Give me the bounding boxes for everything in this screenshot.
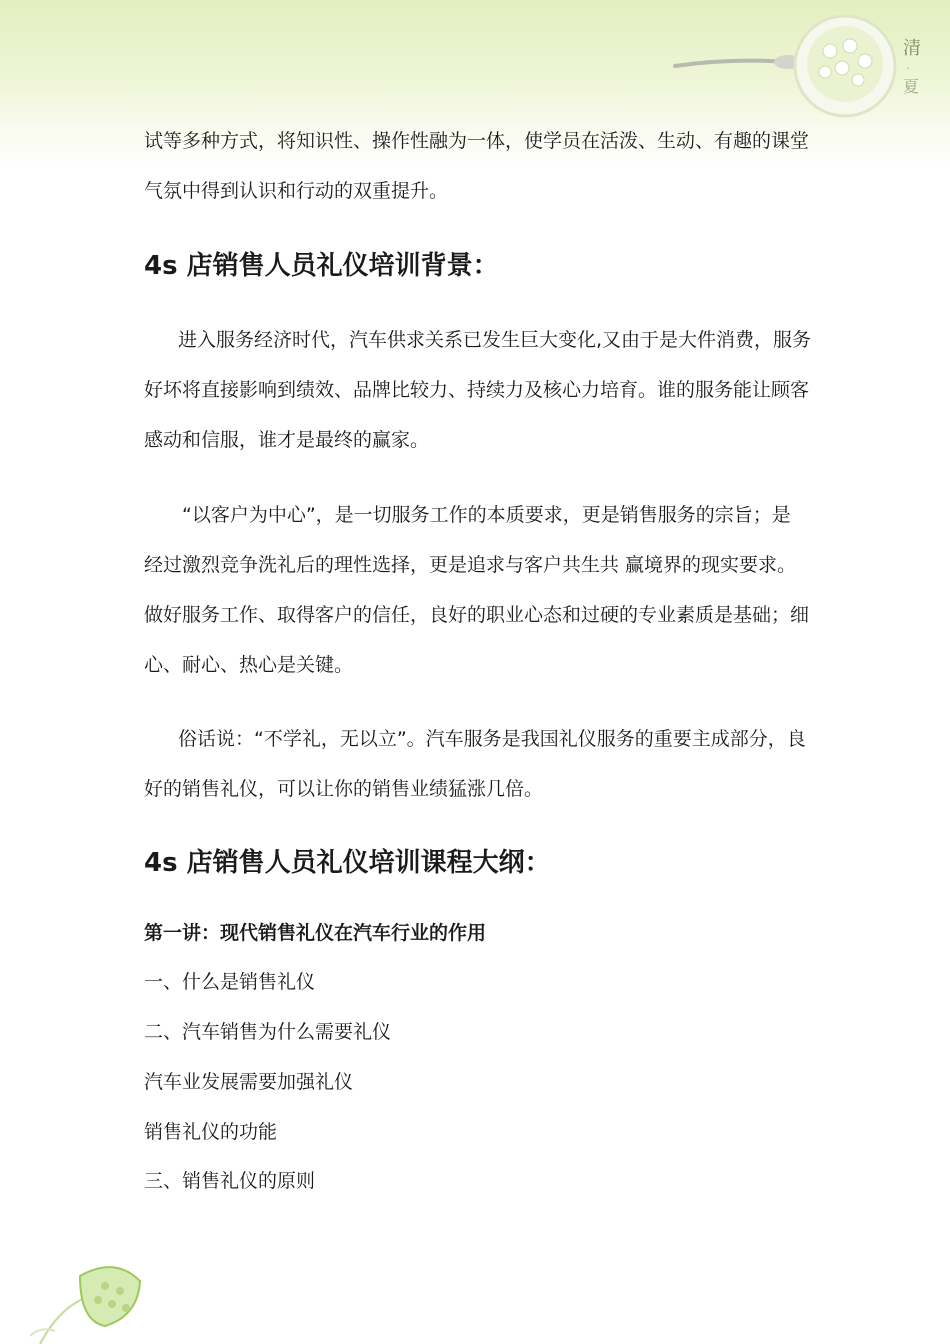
- heading-outline: 4s 店销售人员礼仪培训课程大纲：: [144, 848, 551, 878]
- outline-item: 三、销售礼仪的原则: [144, 1170, 316, 1192]
- intro-line-2: 气氛中得到认识和行动的双重提升。: [144, 180, 449, 202]
- heading-background: 4s 店销售人员礼仪培训背景：: [144, 251, 499, 281]
- background-para1-line2: 好坏将直接影响到绩效、品牌比较力、持续力及核心力培育。谁的服务能让顾客: [144, 379, 810, 401]
- background-para1-line3: 感动和信服，谁才是最终的赢家。: [144, 429, 430, 451]
- background-para2-line4: 心、耐心、热心是关键。: [144, 654, 354, 676]
- background-para3-line1: 俗话说：“不学礼，无以立”。汽车服务是我国礼仪服务的重要主成部分，良: [178, 728, 806, 750]
- background-para2-line1: “以客户为中心”，是一切服务工作的本质要求，更是销售服务的宗旨；是: [182, 504, 791, 526]
- svg-text:夏: 夏: [903, 77, 920, 96]
- background-para2-line2: 经过激烈竞争洗礼后的理性选择，更是追求与客户共生共 赢境界的现实要求。: [144, 554, 797, 576]
- intro-line-1: 试等多种方式，将知识性、操作性融为一体，使学员在活泼、生动、有趣的课堂: [144, 130, 810, 152]
- lecture1-title: 第一讲：现代销售礼仪在汽车行业的作用: [144, 922, 487, 944]
- background-para3-line2: 好的销售礼仪，可以让你的销售业绩猛涨几倍。: [144, 778, 544, 800]
- outline-item: 汽车业发展需要加强礼仪: [144, 1071, 354, 1093]
- svg-text:·: ·: [906, 62, 910, 75]
- lotus-seedpod-illustration: [20, 1236, 160, 1344]
- outline-item: 一、什么是销售礼仪: [144, 971, 316, 993]
- outline-item: 销售礼仪的功能: [144, 1121, 278, 1143]
- background-para1-line1: 进入服务经济时代，汽车供求关系已发生巨大变化,又由于是大件消费，服务: [178, 329, 812, 351]
- outline-item: 二、汽车销售为什么需要礼仪: [144, 1021, 392, 1043]
- top-vertical-text: 清: [903, 38, 921, 59]
- background-para2-line3: 做好服务工作、取得客户的信任，良好的职业心态和过硬的专业素质是基础；细: [144, 604, 810, 626]
